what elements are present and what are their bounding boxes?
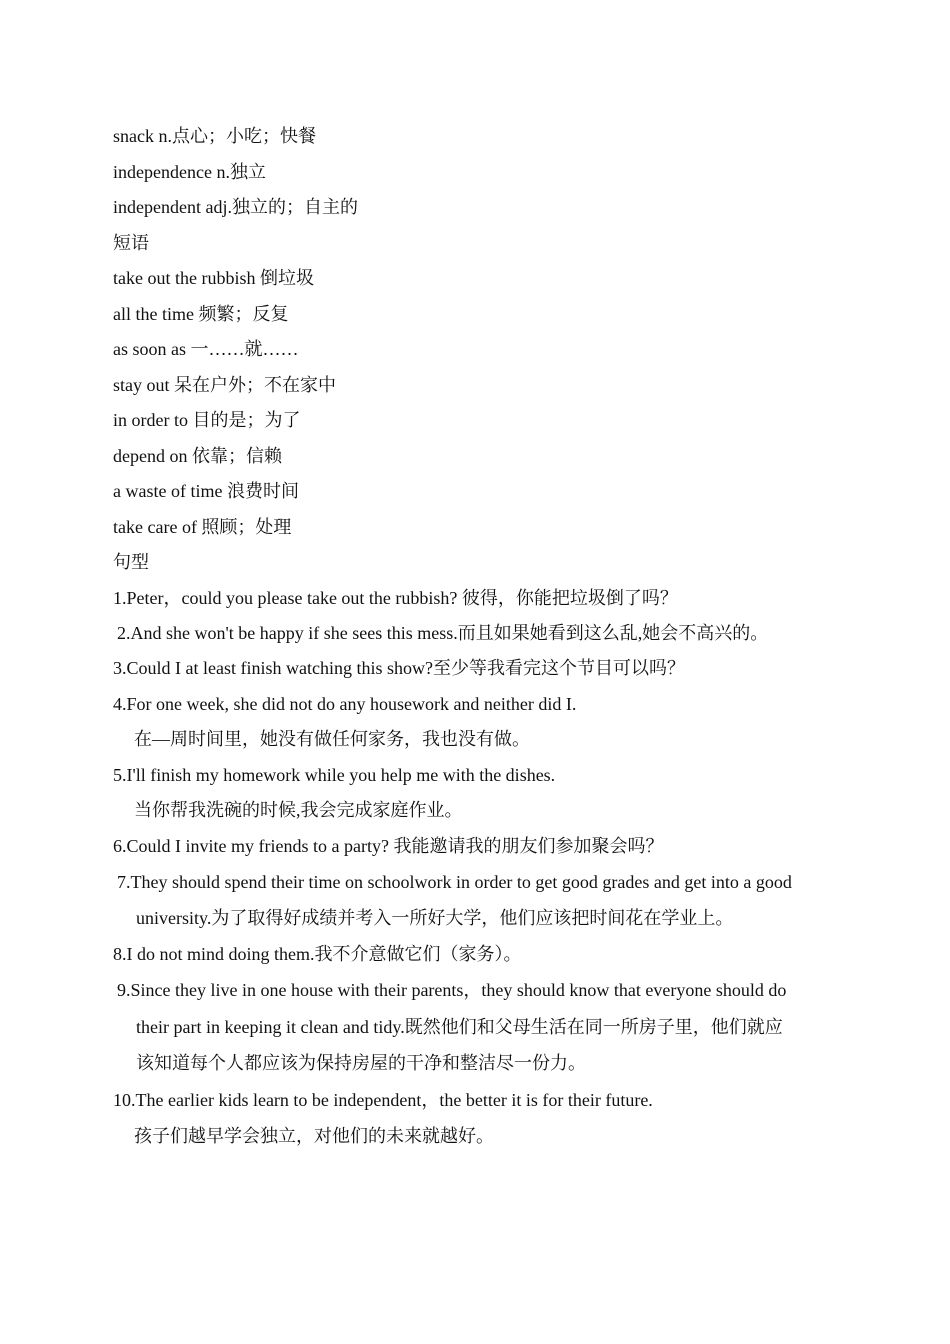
- vocab-independent: independent adj.独立的；自主的: [113, 197, 358, 217]
- sentence-4-english: 4.For one week, she did not do any housework and neither did I.: [113, 694, 577, 714]
- phrase-item: take out the rubbish 倒垃圾: [113, 268, 314, 288]
- phrase-item: in order to 目的是；为了: [113, 410, 301, 430]
- vocab-snack: snack n.点心；小吃；快餐: [113, 126, 316, 146]
- phrase-item: stay out 呆在户外；不在家中: [113, 375, 336, 395]
- phrase-item: all the time 频繁；反复: [113, 304, 289, 324]
- sentence-3: 3.Could I at least finish watching this show?至少等我看完这个节目可以吗？: [113, 658, 685, 678]
- sentence-2: 2.And she won't be happy if she sees this mess.而且如果她看到这么乱,她会不高兴的。: [117, 623, 769, 643]
- phrase-item: take care of 照顾；处理: [113, 517, 292, 537]
- sentence-7-line-2: university.为了取得好成绩并考入一所好大学，他们应该把时间花在学业上。: [136, 908, 734, 928]
- phrases-heading: 短语: [113, 233, 149, 253]
- sentence-8: 8.I do not mind doing them.我不介意做它们（家务）。: [113, 944, 522, 964]
- phrase-item: depend on 依靠；信赖: [113, 446, 282, 466]
- sentence-4-chinese: 在—周时间里，她没有做任何家务，我也没有做。: [134, 729, 530, 749]
- sentence-9-line-3: 该知道每个人都应该为保持房屋的干净和整洁尽一份力。: [136, 1053, 586, 1073]
- phrase-item: a waste of time 浪费时间: [113, 481, 299, 501]
- sentence-5-english: 5.I'll finish my homework while you help me with the dishes.: [113, 765, 556, 785]
- sentences-heading: 句型: [113, 552, 149, 572]
- sentence-9-line-1: 9.Since they live in one house with their parents，they should know that everyone should do: [117, 980, 787, 1000]
- sentence-9-line-2: their part in keeping it clean and tidy.既然他们和父母生活在同一所房子里，他们就应: [136, 1017, 783, 1037]
- sentence-10-english: 10.The earlier kids learn to be independent，the better it is for their future.: [113, 1090, 653, 1110]
- sentence-6: 6.Could I invite my friends to a party? 我能邀请我的朋友们参加聚会吗？: [113, 836, 664, 856]
- sentence-10-chinese: 孩子们越早学会独立，对他们的未来就越好。: [134, 1126, 494, 1146]
- vocab-independence: independence n.独立: [113, 162, 266, 182]
- sentence-1: 1.Peter，could you please take out the rubbish? 彼得，你能把垃圾倒了吗？: [113, 588, 678, 608]
- sentence-7-line-1: 7.They should spend their time on schoolwork in order to get good grades and get into a good: [117, 872, 792, 892]
- phrase-item: as soon as 一……就……: [113, 339, 299, 359]
- sentence-5-chinese: 当你帮我洗碗的时候,我会完成家庭作业。: [134, 800, 463, 820]
